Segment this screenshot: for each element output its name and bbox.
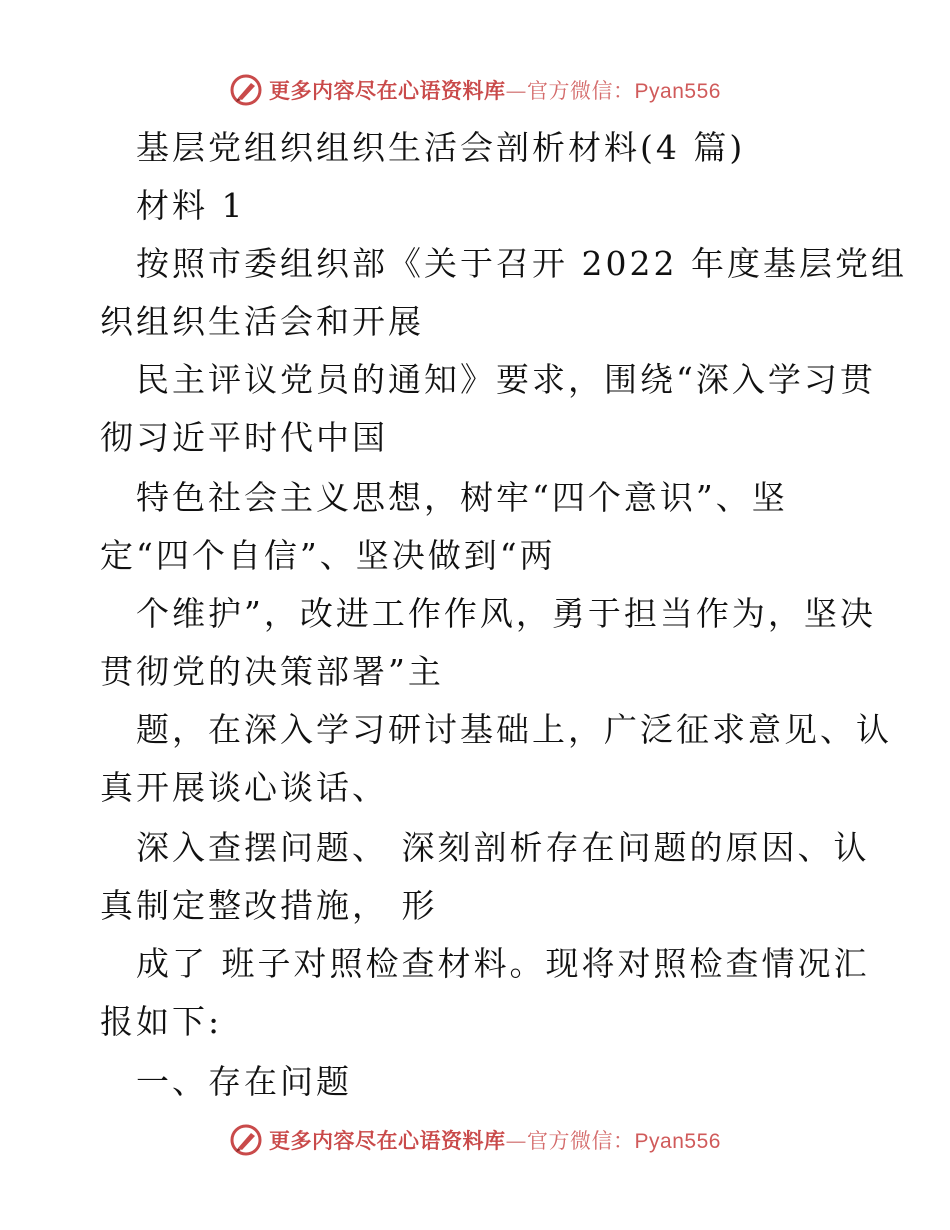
paragraph-line: 个维护”，改进工作作风，勇于担当作为，坚决 — [136, 594, 876, 633]
paragraph-line: 贯彻党的决策部署”主 — [100, 652, 444, 691]
paragraph-line: 织组织生活会和开展 — [100, 302, 424, 341]
watermark-label: 官方微信： — [527, 79, 635, 103]
watermark-wechat-id: Pyan556 — [634, 80, 721, 103]
document-title: 基层党组织组织生活会剖析材料(4 篇) — [136, 128, 746, 167]
watermark-separator: — — [505, 79, 528, 103]
paragraph-line: 报如下: — [100, 1002, 223, 1041]
watermark-text — [269, 1125, 721, 1155]
paragraph-line: 真制定整改措施， 形 — [100, 886, 438, 925]
watermark-label: 官方微信： — [527, 1129, 635, 1153]
watermark-separator: — — [505, 1129, 528, 1153]
paragraph-line: 特色社会主义思想，树牢“四个意识”、坚 — [136, 478, 788, 517]
watermark-brand: 更多内容尽在心语资料库 — [269, 79, 506, 103]
paragraph-line: 深入查摆问题、 深刻剖析存在问题的原因、认 — [136, 828, 870, 867]
paragraph-line: 按照市委组织部《关于召开 2022 年度基层党组 — [136, 244, 907, 283]
document-subtitle: 材料 1 — [136, 186, 246, 225]
paragraph-line: 题，在深入学习研讨基础上，广泛征求意见、认 — [136, 710, 892, 749]
watermark-banner-bottom — [0, 1120, 950, 1160]
watermark-brand: 更多内容尽在心语资料库 — [269, 1129, 506, 1153]
paragraph-line: 定“四个自信”、坚决做到“两 — [100, 536, 556, 575]
paragraph-line: 真开展谈心谈话、 — [100, 768, 388, 807]
watermark-banner-top — [0, 70, 950, 110]
paragraph-line: 民主评议党员的通知》要求，围绕“深入学习贯 — [136, 360, 876, 399]
pen-logo-icon — [229, 1123, 263, 1157]
pen-logo-icon — [229, 73, 263, 107]
watermark-text — [269, 75, 721, 105]
watermark-wechat-id: Pyan556 — [634, 1130, 721, 1153]
section-heading: 一、存在问题 — [136, 1062, 352, 1101]
paragraph-line: 彻习近平时代中国 — [100, 418, 388, 457]
paragraph-line: 成了 班子对照检查材料。现将对照检查情况汇 — [136, 944, 870, 983]
